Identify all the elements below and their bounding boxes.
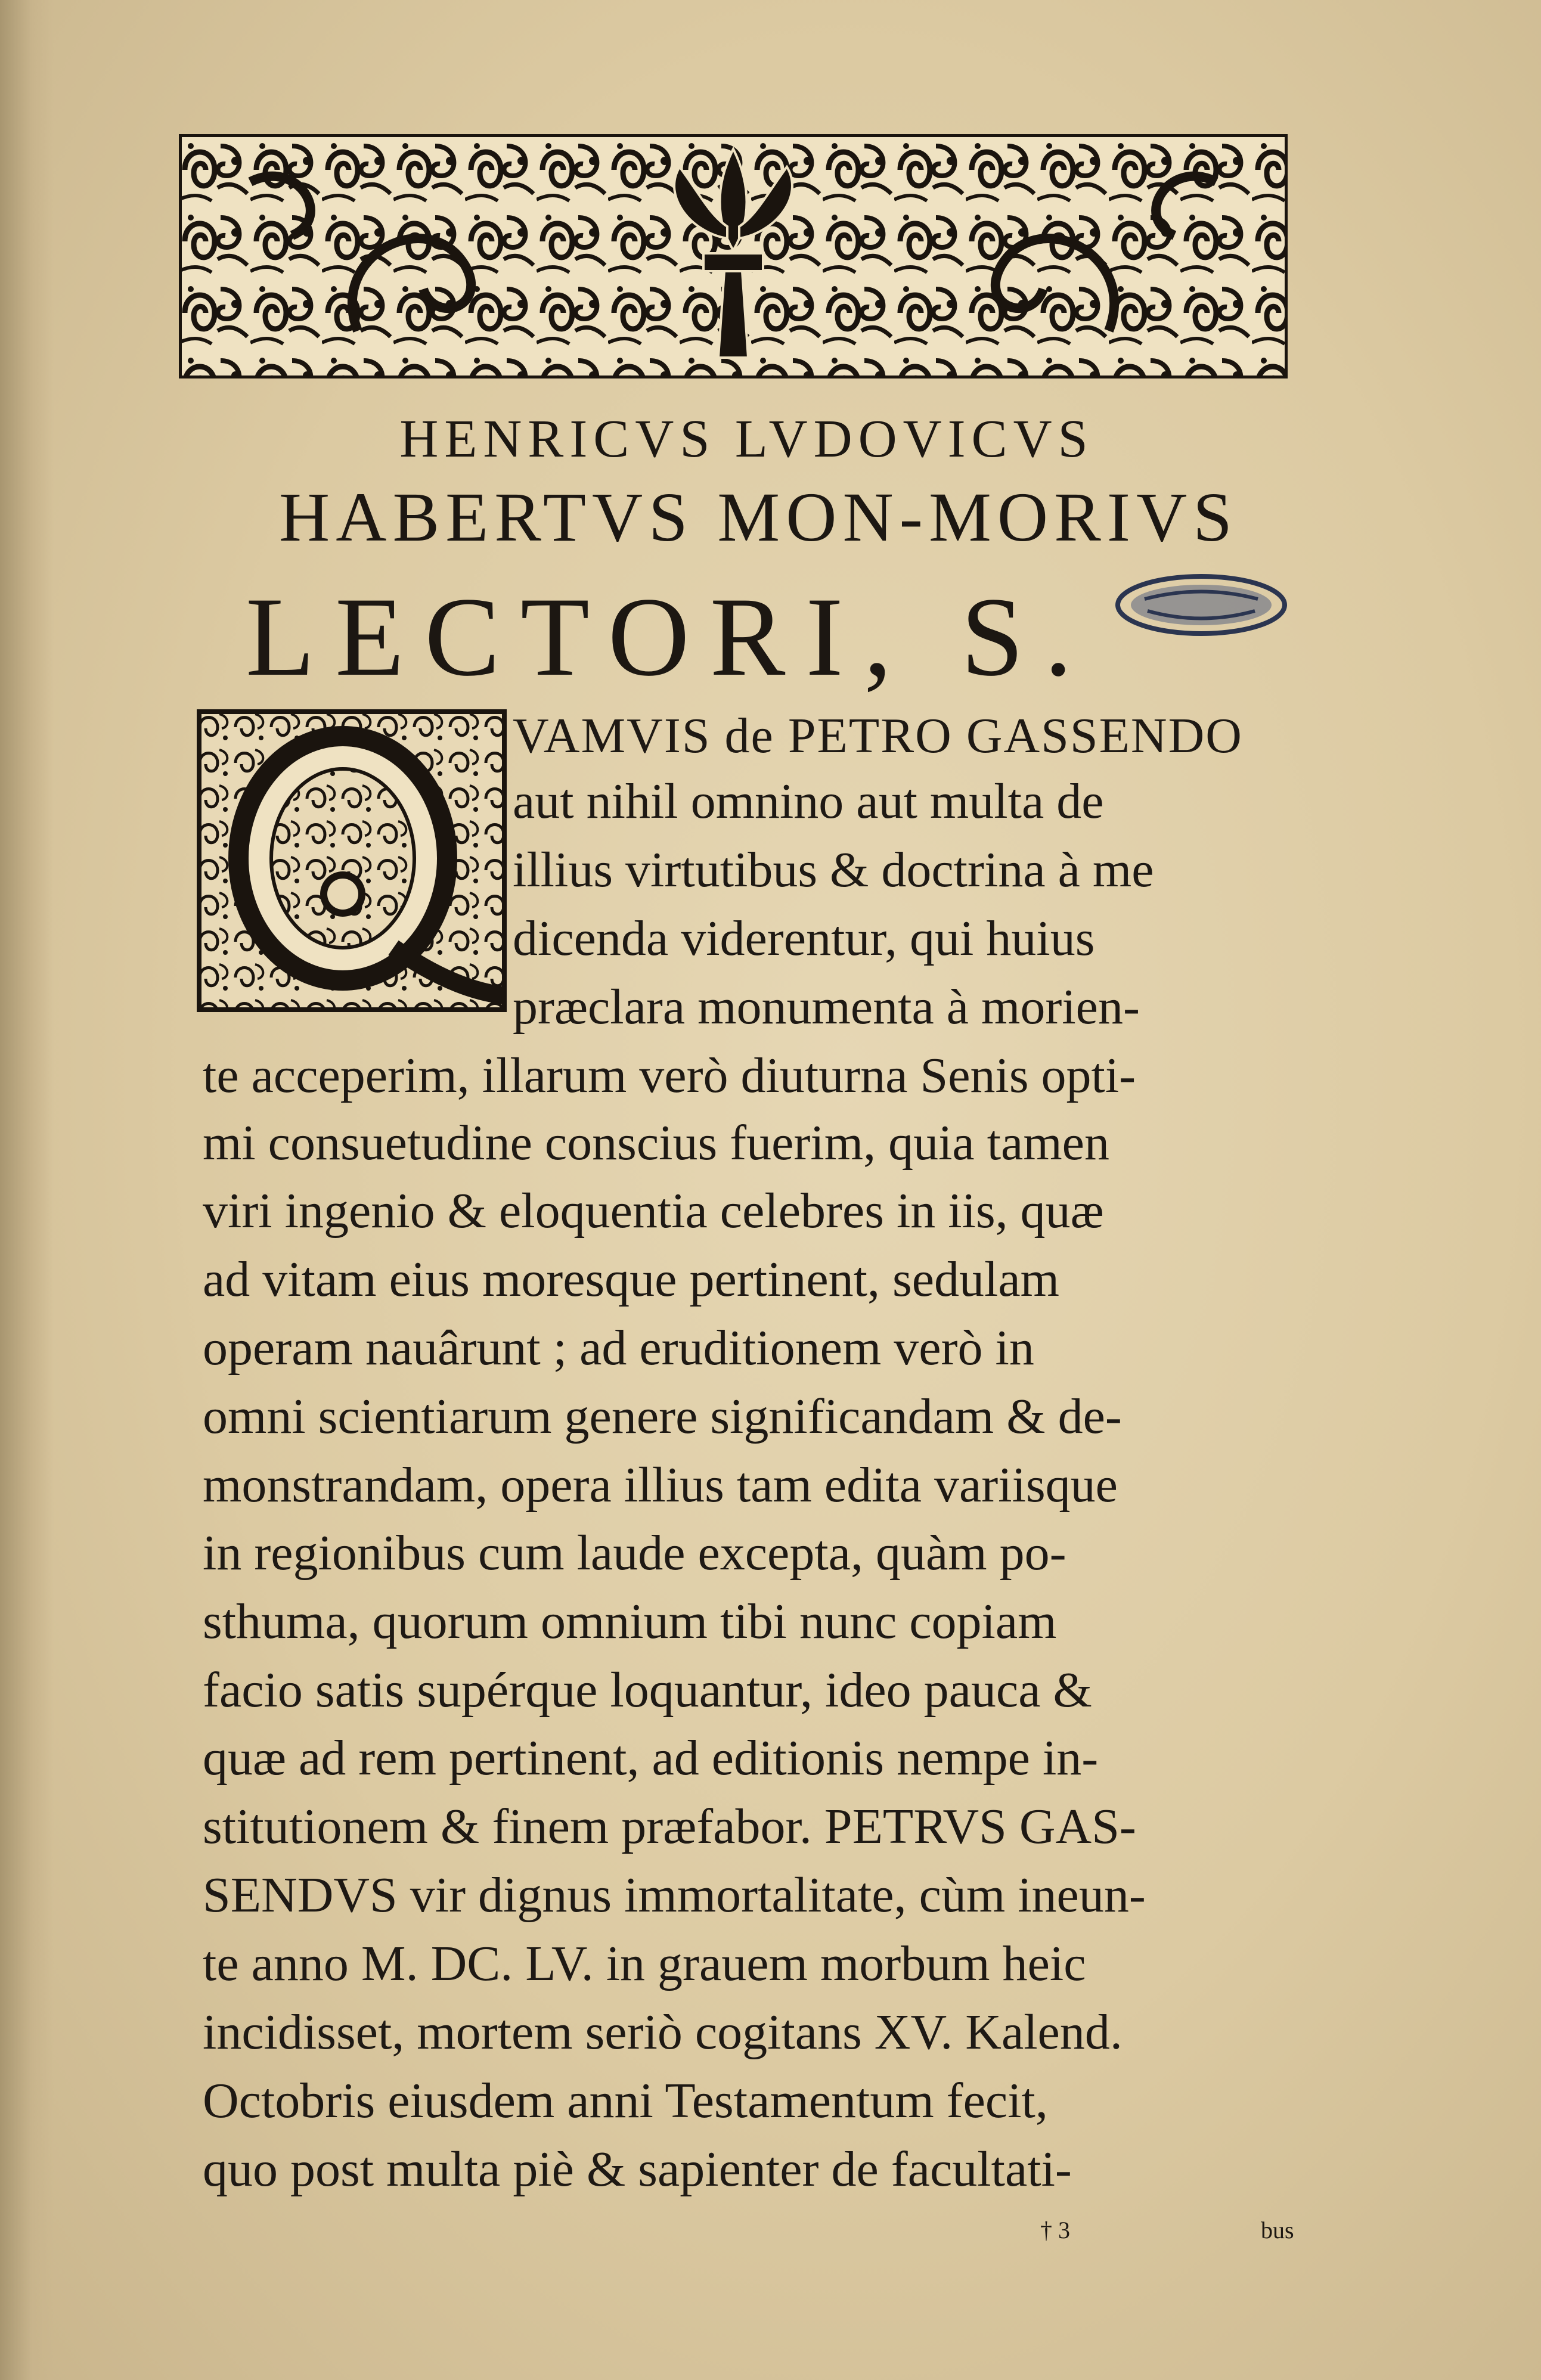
text-line: in regionibus cum laude excepta, quàm po- xyxy=(203,1525,1066,1581)
text-line: stitutionem & finem præfabor. PETRVS GAS- xyxy=(203,1799,1136,1854)
text-line: SENDVS vir dignus immortalitate, cùm ineun- xyxy=(203,1867,1146,1923)
text-line: omni scientiarum genere significandam & de- xyxy=(203,1389,1122,1444)
title-line-1: HENRICVS LVDOVICVS xyxy=(399,409,1094,468)
text-line: dicenda viderentur, qui huius xyxy=(513,911,1095,966)
text-line: monstrandam, opera illius tam edita variisque xyxy=(203,1457,1118,1513)
text-line: illius virtutibus & doctrina à me xyxy=(513,842,1154,898)
text-line: quæ ad rem pertinent, ad editionis nempe in- xyxy=(203,1730,1099,1786)
text-line: incidisset, mortem seriò cogitans XV. Kalend. xyxy=(203,2004,1123,2060)
text-line: viri ingenio & eloquentia celebres in iis, quæ xyxy=(203,1183,1104,1239)
signature-mark: † 3 xyxy=(1040,2217,1070,2244)
text-line: Octobris eiusdem anni Testamentum fecit, xyxy=(203,2073,1048,2128)
title-line-3: LECTORI, S. xyxy=(246,575,1093,700)
text-line: quo post multa piè & sapienter de facultati- xyxy=(203,2142,1072,2197)
text-line: VAMVIS de PETRO GASSENDO xyxy=(513,708,1243,764)
text-line: præclara monumenta à morien- xyxy=(513,979,1140,1035)
title-line-2: HABERTVS MON-MORIVS xyxy=(279,478,1238,556)
catchword: bus xyxy=(1261,2217,1294,2244)
text-line: operam nauârunt ; ad eruditionem verò in xyxy=(203,1320,1034,1376)
text-line: ad vitam eius moresque pertinent, sedulam xyxy=(203,1252,1059,1307)
text-line: aut nihil omnino aut multa de xyxy=(513,774,1104,829)
text-line: te acceperim, illarum verò diuturna Senis opti- xyxy=(203,1048,1136,1103)
text-line: sthuma, quorum omnium tibi nunc copiam xyxy=(203,1594,1057,1649)
text-line: mi consuetudine conscius fuerim, quia tamen xyxy=(203,1115,1109,1171)
text-line: te anno M. DC. LV. in grauem morbum heic xyxy=(203,1936,1086,1991)
text-line: facio satis supérque loquantur, ideo pauca & xyxy=(203,1662,1092,1718)
